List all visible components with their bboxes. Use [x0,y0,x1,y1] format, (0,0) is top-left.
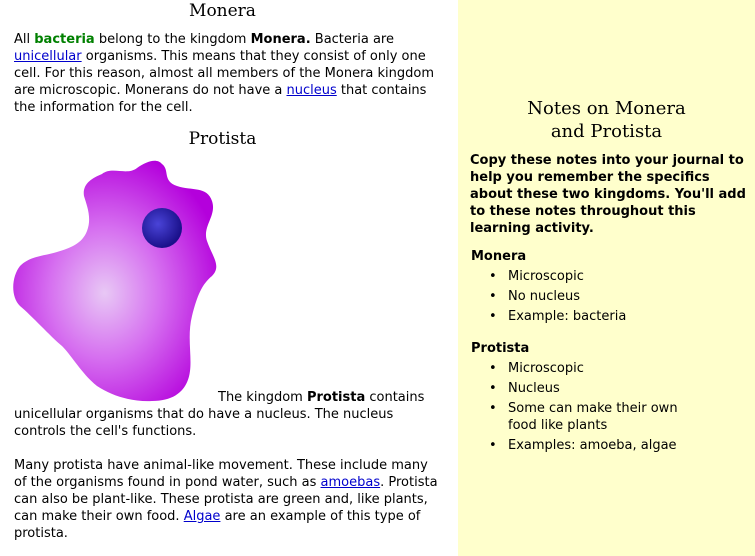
bacteria-term: bacteria [34,32,95,47]
list-item-text: Examples: amoeba, algae [508,438,677,453]
monera-heading: Monera [189,1,256,21]
protista-term: Protista [306,390,366,405]
text: Bacteria are [310,32,394,47]
text: All [14,32,35,47]
list-item-text: Example: bacteria [508,309,627,324]
amoeba-image [12,156,222,406]
text: belong to the kingdom [94,32,251,47]
list-item-text: Some can make their own food like plants [508,401,678,433]
bullet-icon: • [489,381,497,396]
text: that contains the information for the cell. [14,83,427,115]
nucleus-circle [142,208,182,248]
text: contains [365,390,425,405]
protista-movement-paragraph [14,457,444,542]
text: are an example of this type of protista. [14,509,421,541]
bullet-icon: • [489,438,497,453]
list-item-text: No nucleus [508,289,581,304]
text: . Protista can also be plant-like. These protista are green and, like plants, can make their own food. [14,475,438,524]
list-item [458,308,755,325]
text: The kingdom [218,390,307,405]
monera-paragraph [14,31,444,116]
list-item [458,437,755,454]
list-item [458,380,755,397]
text: organisms. This means that they consist of only one cell. For this reason, almost all members of the Monera kingdom are microscopic. Monerans do not have a [14,49,435,98]
notes-title-line2: and Protista [550,121,663,142]
algae-link[interactable]: Algae [183,509,221,524]
amoeba-body [13,161,216,401]
list-item [458,400,755,434]
protista-notes-list [458,360,755,457]
bullet-icon: • [489,401,497,416]
notes-intro: Copy these notes into your journal to help you remember the specifics about these two kingdoms. You'll add to these notes throughout this learning activity. [470,153,746,236]
list-item [458,268,755,285]
protista-paragraph: unicellular organisms that do have a nucleus. The nucleus controls the cell's functions. [14,407,394,439]
amoebas-link[interactable]: amoebas [320,475,381,490]
bullet-icon: • [489,361,497,376]
text: Many protista have animal-like movement. These include many of the organisms found in pond water, such as [14,458,428,490]
unicellular-link[interactable]: unicellular [14,49,82,64]
notes-protista-heading: Protista [471,341,530,356]
list-item-text: Nucleus [508,381,560,396]
monera-notes-list [458,268,755,328]
bullet-icon: • [489,309,497,324]
notes-title [458,97,755,143]
monera-term: Monera. [250,32,311,47]
protista-intro-line [218,389,448,406]
list-item [458,360,755,377]
bullet-icon: • [489,289,497,304]
list-item-text: Microscopic [508,361,584,376]
notes-monera-heading: Monera [471,249,527,264]
protista-heading: Protista [188,129,257,149]
list-item-text: Microscopic [508,269,584,284]
bullet-icon: • [489,269,497,284]
notes-panel [458,0,755,556]
list-item [458,288,755,305]
notes-title-line1: Notes on Monera [527,98,686,119]
nucleus-link[interactable]: nucleus [286,83,337,98]
